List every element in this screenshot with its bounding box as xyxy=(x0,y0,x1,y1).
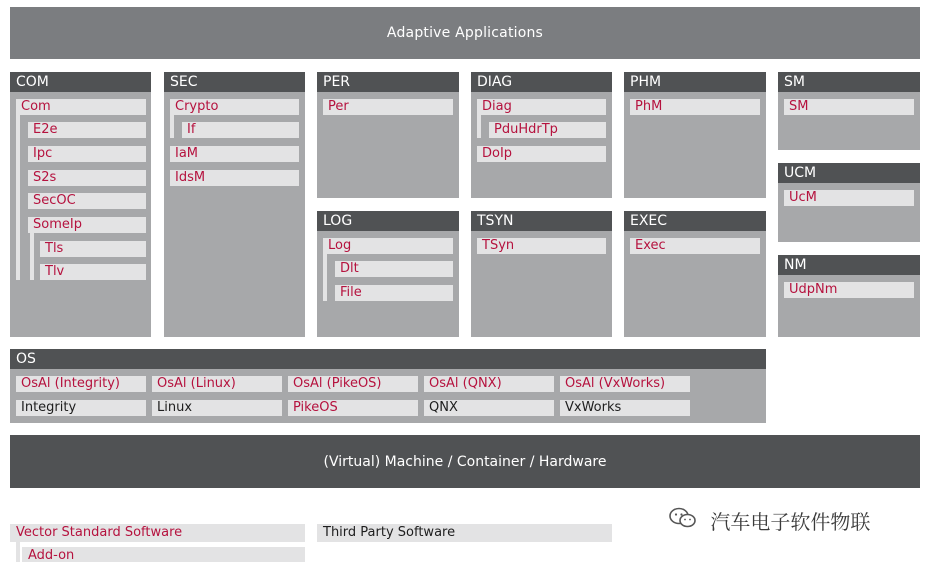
diag-header: DIAG xyxy=(471,72,612,92)
com-header: COM xyxy=(10,72,151,92)
os-osal-qnx: OsAl (QNX) xyxy=(424,376,554,392)
com-item-tlv: Tlv xyxy=(40,264,146,280)
nm-header: NM xyxy=(778,255,920,275)
os-kernel-qnx: QNX xyxy=(424,400,554,416)
adaptive-applications-bar xyxy=(10,7,920,59)
com-item-tls: Tls xyxy=(40,241,146,257)
sec-item-crypto: Crypto xyxy=(170,99,299,115)
ucm-item-ucm: UcM xyxy=(784,190,914,206)
os-osal-linux: OsAl (Linux) xyxy=(152,376,282,392)
legend-addon-line xyxy=(16,540,20,562)
tsyn-item-tsyn: TSyn xyxy=(477,238,606,254)
log-panel xyxy=(317,211,459,337)
phm-item-phm: PhM xyxy=(630,99,760,115)
hardware-label: (Virtual) Machine / Container / Hardware xyxy=(323,453,607,470)
com-item-s2s: S2s xyxy=(28,170,146,186)
exec-header: EXEC xyxy=(624,211,766,231)
sec-panel xyxy=(164,72,305,337)
diag-item-pduhdrtp: PduHdrTp xyxy=(489,122,606,138)
com-item-com: Com xyxy=(16,99,146,115)
log-item-log: Log xyxy=(323,238,453,254)
sec-item-if: If xyxy=(182,122,299,138)
os-kernel-linux: Linux xyxy=(152,400,282,416)
sec-header: SEC xyxy=(164,72,305,92)
log-header: LOG xyxy=(317,211,459,231)
per-panel xyxy=(317,72,459,198)
sm-panel xyxy=(778,72,920,150)
adaptive-applications-label: Adaptive Applications xyxy=(386,25,544,41)
com-tree-line xyxy=(16,108,20,280)
ucm-panel xyxy=(778,163,920,242)
per-header: PER xyxy=(317,72,459,92)
legend-third-party: Third Party Software xyxy=(317,524,612,542)
diag-item-doip: DoIp xyxy=(477,146,606,162)
sec-item-iam: IaM xyxy=(170,146,299,162)
tsyn-header: TSYN xyxy=(471,211,612,231)
exec-panel xyxy=(624,211,766,337)
os-osal-integrity: OsAl (Integrity) xyxy=(16,376,146,392)
com-item-e2e: E2e xyxy=(28,122,146,138)
com-item-secoc: SecOC xyxy=(28,193,146,209)
diag-item-diag: Diag xyxy=(477,99,606,115)
sm-item-sm: SM xyxy=(784,99,914,115)
os-kernel-integrity: Integrity xyxy=(16,400,146,416)
legend-vector-standard: Vector Standard Software xyxy=(10,524,305,542)
sec-item-idsm: IdsM xyxy=(170,170,299,186)
os-panel xyxy=(10,349,766,423)
com-item-ipc: Ipc xyxy=(28,146,146,162)
someip-tree-line xyxy=(30,232,34,280)
com-panel xyxy=(10,72,151,337)
phm-header: PHM xyxy=(624,72,766,92)
os-osal-pikeos: OsAl (PikeOS) xyxy=(288,376,418,392)
hardware-bar xyxy=(10,435,920,488)
diag-panel xyxy=(471,72,612,198)
ucm-header: UCM xyxy=(778,163,920,183)
per-item-per: Per xyxy=(323,99,453,115)
log-tree-line xyxy=(323,247,327,301)
watermark-text: 汽车电子软件物联 xyxy=(710,510,871,534)
nm-item-udpnm: UdpNm xyxy=(784,282,914,298)
com-item-someip: SomeIp xyxy=(28,217,146,233)
tsyn-panel xyxy=(471,211,612,337)
legend-addon: Add-on xyxy=(22,547,305,562)
log-item-dlt: Dlt xyxy=(335,261,453,277)
nm-panel xyxy=(778,255,920,337)
exec-item-exec: Exec xyxy=(630,238,760,254)
os-kernel-vxworks: VxWorks xyxy=(560,400,690,416)
os-osal-vxworks: OsAl (VxWorks) xyxy=(560,376,690,392)
phm-panel xyxy=(624,72,766,198)
log-item-file: File xyxy=(335,285,453,301)
os-kernel-pikeos: PikeOS xyxy=(288,400,418,416)
wechat-icon xyxy=(668,506,698,535)
os-header: OS xyxy=(10,349,766,369)
sm-header: SM xyxy=(778,72,920,92)
watermark xyxy=(668,506,918,536)
